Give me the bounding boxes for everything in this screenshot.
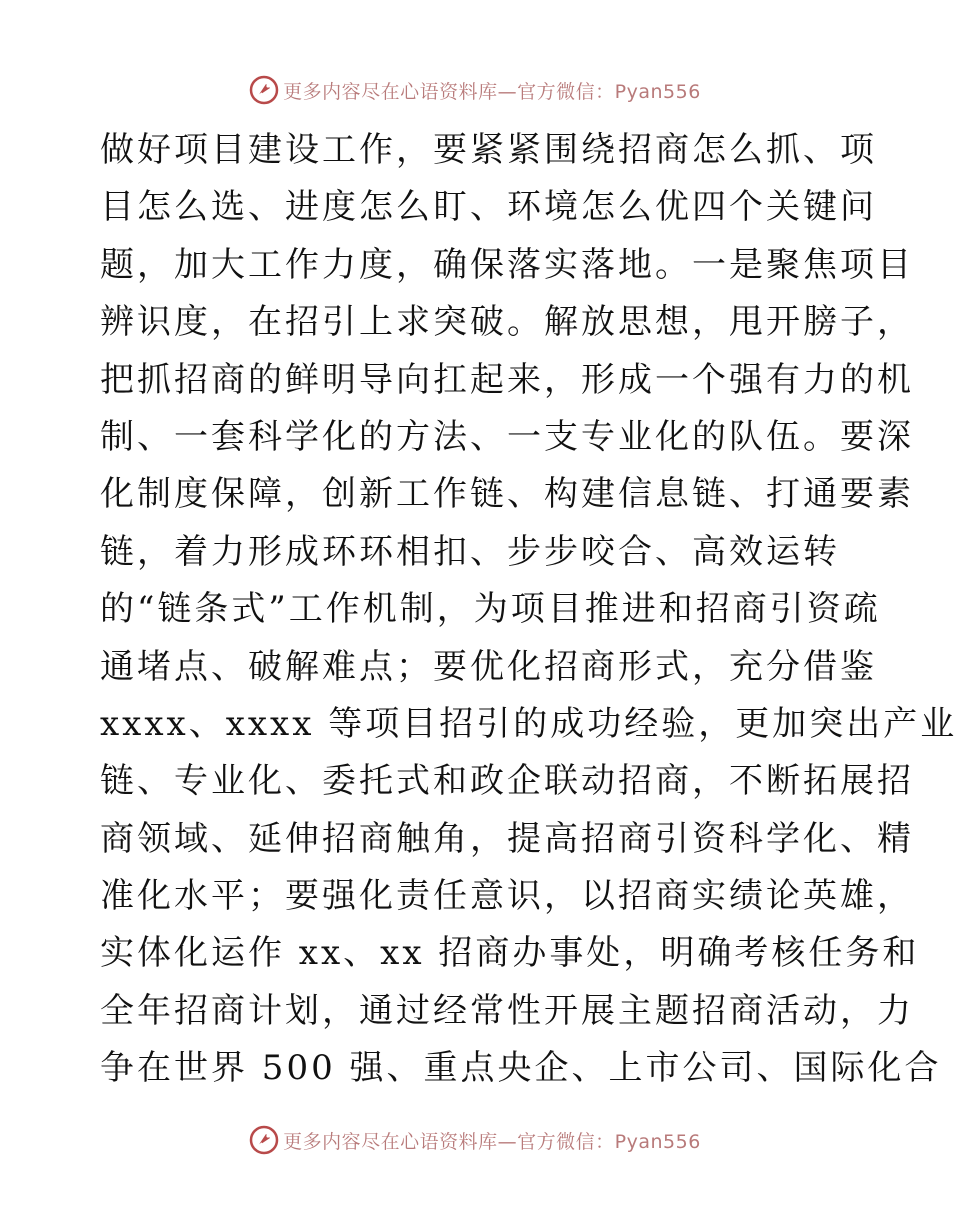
header-banner-text: 更多内容尽在心语资料库—官方微信：Pyan556 xyxy=(283,80,701,103)
body-line: 链，着力形成环环相扣、步步咬合、高效运转 xyxy=(100,531,840,572)
body-line: 全年招商计划，通过经常性开展主题招商活动，力 xyxy=(100,990,914,1031)
body-line: 的“链条式”工作机制，为项目推进和招商引资疏 xyxy=(100,589,881,630)
footer-banner xyxy=(0,1120,950,1160)
body-line: 链、专业化、委托式和政企联动招商，不断拓展招 xyxy=(100,761,914,802)
body-line: 争在世界 500 强、重点央企、上市公司、国际化合 xyxy=(100,1048,942,1089)
document-body xyxy=(100,122,957,1098)
body-line: 辨识度，在招引上求突破。解放思想，甩开膀子， xyxy=(100,302,914,343)
footer-banner-text: 更多内容尽在心语资料库—官方微信：Pyan556 xyxy=(283,1130,701,1153)
body-line: 题，加大工作力度，确保落实落地。一是聚焦项目 xyxy=(100,244,914,285)
header-banner xyxy=(0,70,950,110)
body-line: 通堵点、破解难点；要优化招商形式，充分借鉴 xyxy=(100,646,877,687)
body-line: 商领域、延伸招商触角，提高招商引资科学化、精 xyxy=(100,818,914,859)
body-line: 目怎么选、进度怎么盯、环境怎么优四个关键问 xyxy=(100,187,877,228)
body-line: 把抓招商的鲜明导向扛起来，形成一个强有力的机 xyxy=(100,359,914,400)
pen-nib-icon xyxy=(249,1125,279,1155)
body-line: xxxx、xxxx 等项目招引的成功经验，更加突出产业 xyxy=(100,703,957,744)
body-line: 做好项目建设工作，要紧紧围绕招商怎么抓、项 xyxy=(100,130,877,170)
body-line: 制、一套科学化的方法、一支专业化的队伍。要深 xyxy=(100,416,914,457)
body-line: 准化水平；要强化责任意识，以招商实绩论英雄， xyxy=(100,876,914,917)
body-line: 化制度保障，创新工作链、构建信息链、打通要素 xyxy=(100,474,914,515)
pen-nib-icon xyxy=(249,75,279,105)
body-line: 实体化运作 xx、xx 招商办事处，明确考核任务和 xyxy=(100,933,920,974)
